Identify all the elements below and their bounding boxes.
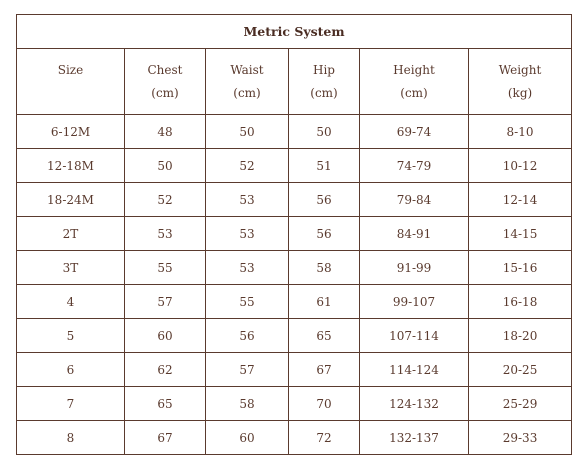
table-row <box>17 217 572 251</box>
cell-chest: 57 <box>125 285 206 319</box>
cell-height: 124-132 <box>360 387 469 421</box>
cell-chest: 48 <box>125 115 206 149</box>
cell-hip: 51 <box>289 149 360 183</box>
table-row <box>17 421 572 455</box>
cell-waist: 50 <box>206 115 289 149</box>
column-header-weight: Weight (kg) <box>469 49 572 115</box>
column-header-hip: Hip (cm) <box>289 49 360 115</box>
table-row <box>17 387 572 421</box>
cell-chest: 52 <box>125 183 206 217</box>
cell-weight: 8-10 <box>469 115 572 149</box>
cell-height: 74-79 <box>360 149 469 183</box>
cell-hip: 50 <box>289 115 360 149</box>
cell-hip: 56 <box>289 217 360 251</box>
cell-waist: 60 <box>206 421 289 455</box>
cell-hip: 61 <box>289 285 360 319</box>
cell-size: 7 <box>17 387 125 421</box>
cell-waist: 57 <box>206 353 289 387</box>
cell-weight: 20-25 <box>469 353 572 387</box>
cell-height: 84-91 <box>360 217 469 251</box>
cell-waist: 56 <box>206 319 289 353</box>
cell-chest: 60 <box>125 319 206 353</box>
cell-weight: 29-33 <box>469 421 572 455</box>
table-row <box>17 183 572 217</box>
cell-waist: 55 <box>206 285 289 319</box>
cell-weight: 16-18 <box>469 285 572 319</box>
cell-size: 6 <box>17 353 125 387</box>
cell-weight: 12-14 <box>469 183 572 217</box>
column-header-size: Size <box>17 49 125 115</box>
cell-chest: 65 <box>125 387 206 421</box>
cell-chest: 67 <box>125 421 206 455</box>
cell-size: 8 <box>17 421 125 455</box>
cell-height: 132-137 <box>360 421 469 455</box>
cell-hip: 72 <box>289 421 360 455</box>
cell-hip: 58 <box>289 251 360 285</box>
column-header-row <box>17 49 572 115</box>
cell-size: 4 <box>17 285 125 319</box>
column-header-height: Height (cm) <box>360 49 469 115</box>
cell-weight: 18-20 <box>469 319 572 353</box>
cell-weight: 15-16 <box>469 251 572 285</box>
cell-weight: 14-15 <box>469 217 572 251</box>
size-chart-table <box>16 14 572 455</box>
cell-waist: 52 <box>206 149 289 183</box>
table-row <box>17 285 572 319</box>
cell-weight: 25-29 <box>469 387 572 421</box>
table-row <box>17 319 572 353</box>
cell-height: 79-84 <box>360 183 469 217</box>
cell-weight: 10-12 <box>469 149 572 183</box>
cell-hip: 70 <box>289 387 360 421</box>
cell-waist: 53 <box>206 183 289 217</box>
column-header-chest: Chest (cm) <box>125 49 206 115</box>
table-row <box>17 115 572 149</box>
cell-waist: 53 <box>206 217 289 251</box>
table-title: Metric System <box>17 15 572 49</box>
cell-height: 69-74 <box>360 115 469 149</box>
cell-size: 2T <box>17 217 125 251</box>
cell-height: 107-114 <box>360 319 469 353</box>
cell-size: 6-12M <box>17 115 125 149</box>
table-row <box>17 149 572 183</box>
cell-size: 3T <box>17 251 125 285</box>
cell-height: 114-124 <box>360 353 469 387</box>
table-title-row <box>17 15 572 49</box>
cell-chest: 62 <box>125 353 206 387</box>
cell-hip: 67 <box>289 353 360 387</box>
table-row <box>17 251 572 285</box>
table-row <box>17 353 572 387</box>
cell-chest: 50 <box>125 149 206 183</box>
cell-waist: 58 <box>206 387 289 421</box>
cell-chest: 55 <box>125 251 206 285</box>
cell-hip: 56 <box>289 183 360 217</box>
cell-waist: 53 <box>206 251 289 285</box>
cell-size: 12-18M <box>17 149 125 183</box>
column-header-waist: Waist (cm) <box>206 49 289 115</box>
cell-height: 99-107 <box>360 285 469 319</box>
cell-size: 5 <box>17 319 125 353</box>
cell-hip: 65 <box>289 319 360 353</box>
cell-size: 18-24M <box>17 183 125 217</box>
cell-chest: 53 <box>125 217 206 251</box>
cell-height: 91-99 <box>360 251 469 285</box>
